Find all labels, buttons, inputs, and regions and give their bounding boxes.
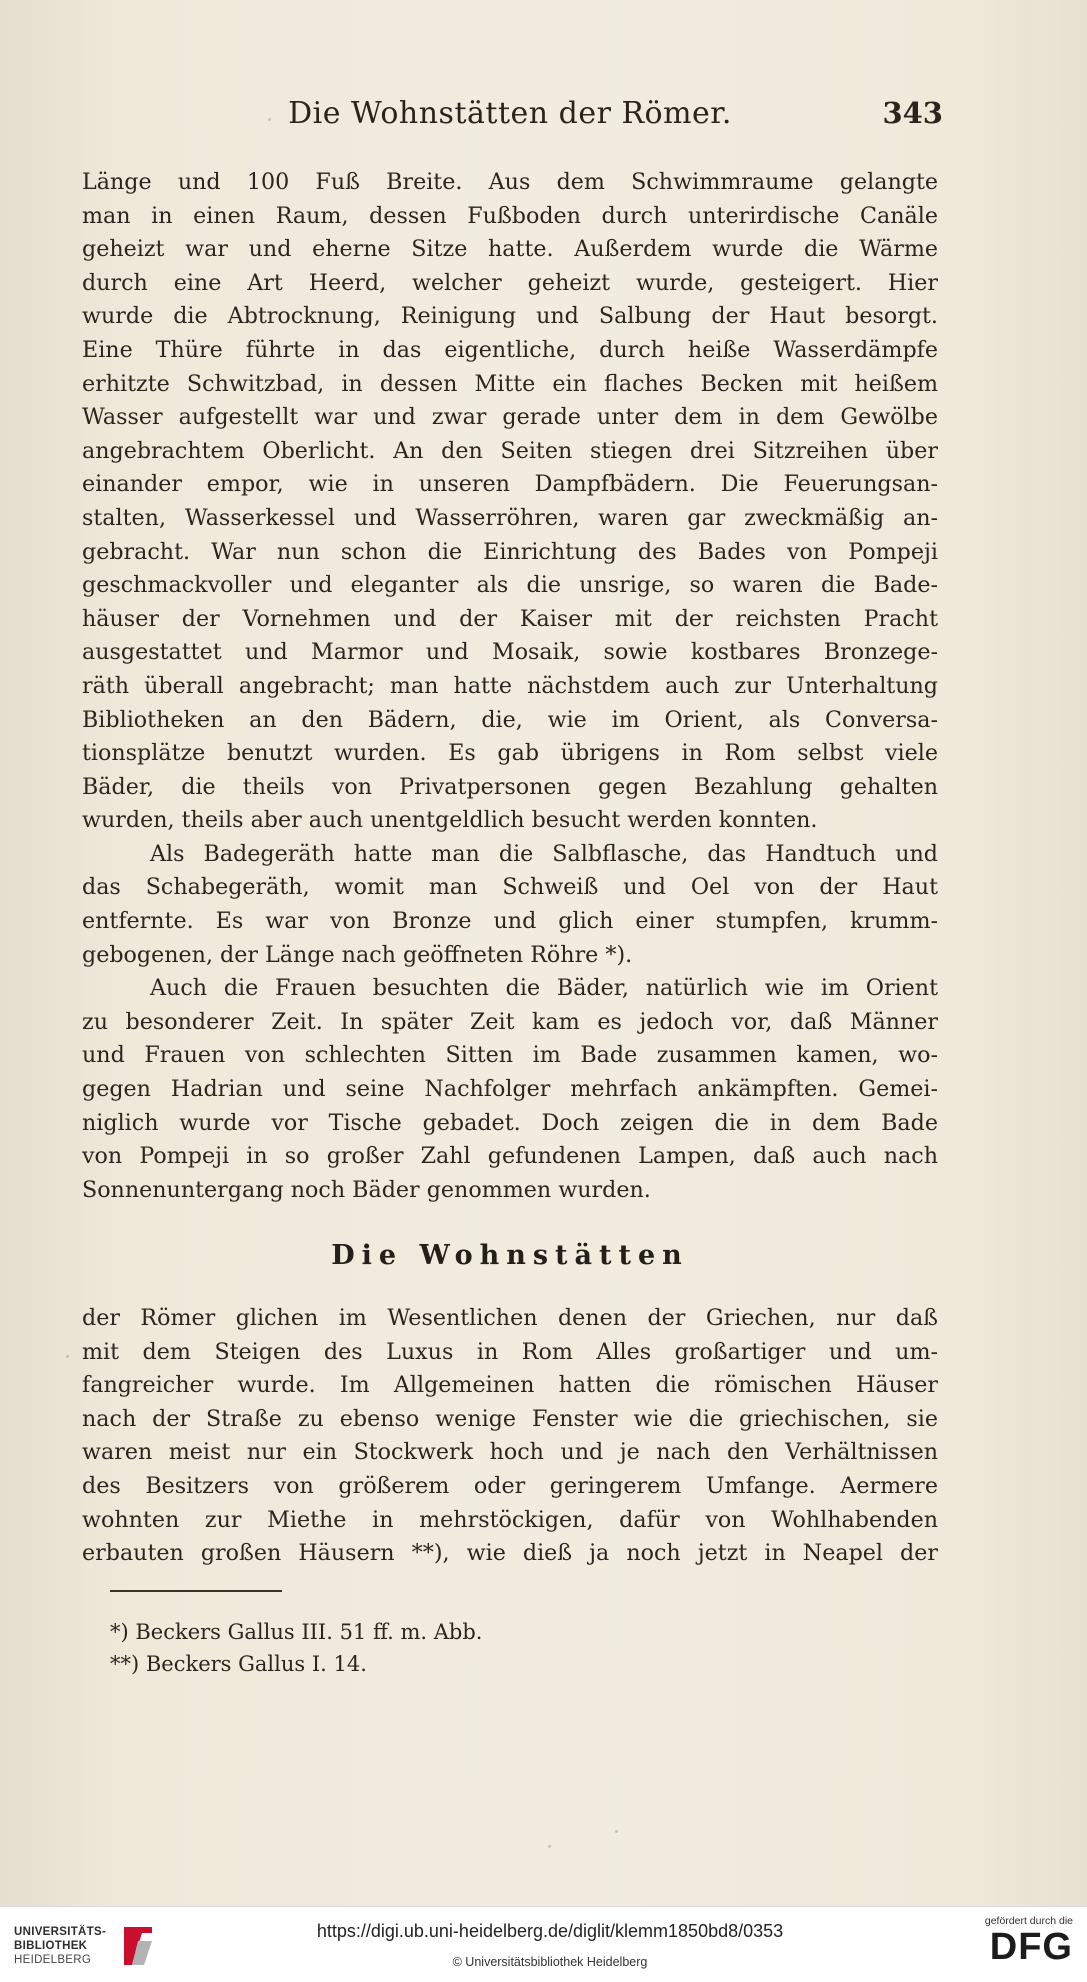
text-line: von Pompeji in so großer Zahl gefundenen Lampen, daß auch nach <box>82 1143 938 1170</box>
text-line: erhitzte Schwitzbad, in dessen Mitte ein flaches Becken mit heißem <box>82 370 938 397</box>
footnote: *) Beckers Gallus III. 51 ff. m. Abb. <box>110 1620 483 1644</box>
logo-line: UNIVERSITÄTS- <box>14 1926 107 1938</box>
text-line: und Frauen von schlechten Sitten im Bade zusammen kamen, wo- <box>82 1042 938 1069</box>
text-line: niglich wurde vor Tische gebadet. Doch zeigen die in dem Bade <box>82 1109 938 1136</box>
logo-line: HEIDELBERG <box>14 1954 92 1966</box>
text-line: waren meist nur ein Stockwerk hoch und je nach den Verhältnissen <box>82 1439 938 1466</box>
text-line: mit dem Steigen des Luxus in Rom Alles großartiger und um- <box>82 1338 938 1365</box>
body-text-section-2 <box>82 1302 938 1571</box>
text-line: geschmackvoller und eleganter als die unsrige, so waren die Bade- <box>82 572 938 599</box>
text-line: wurden, theils aber auch unentgeldlich besucht werden konnten. <box>82 807 818 834</box>
text-line: ausgestattet und Marmor und Mosaik, sowie kostbares Bronzege- <box>82 639 938 666</box>
footnote-divider <box>110 1590 282 1592</box>
text-line: Eine Thüre führte in das eigentliche, durch heiße Wasserdämpfe <box>82 336 938 363</box>
text-line: gebracht. War nun schon die Einrichtung des Bades von Pompeji <box>82 538 938 565</box>
running-head <box>80 96 943 142</box>
text-line: einander empor, wie in unseren Dampfbädern. Die Feuerungsan- <box>82 471 938 498</box>
text-line: zu besonderer Zeit. In später Zeit kam es jedoch vor, daß Männer <box>82 1008 938 1035</box>
section-heading: Die Wohnstätten <box>331 1240 689 1271</box>
text-line-paragraph-start: Als Badegeräth hatte man die Salbflasche, das Handtuch und <box>150 840 938 867</box>
viewer-footer <box>0 1906 1087 1982</box>
text-line: gebogenen, der Länge nach geöffneten Röhre *). <box>82 941 633 968</box>
dfg-funding-logo[interactable] <box>961 1915 1073 1975</box>
body-text-section-1 <box>82 166 938 1207</box>
dfg-logo-icon: DFG <box>989 1926 1073 1968</box>
permalink-url[interactable]: https://digi.ub.uni-heidelberg.de/diglit/klemm1850bd8/0353 <box>316 1921 784 1941</box>
text-line: Wasser aufgestellt war und zwar gerade unter dem in dem Gewölbe <box>82 404 938 431</box>
running-title: Die Wohnstätten der Römer. <box>288 96 732 131</box>
text-line: durch eine Art Heerd, welcher geheizt wurde, gesteigert. Hier <box>82 269 938 296</box>
footnote: **) Beckers Gallus I. 14. <box>110 1652 367 1676</box>
text-line: räth überall angebracht; man hatte nächstdem auch zur Unterhaltung <box>82 672 938 699</box>
text-line: das Schabegeräth, womit man Schweiß und Oel von der Haut <box>82 874 938 901</box>
text-line: Länge und 100 Fuß Breite. Aus dem Schwimmraume gelangte <box>82 169 938 195</box>
text-line: gegen Hadrian und seine Nachfolger mehrfach ankämpften. Gemei- <box>82 1076 938 1103</box>
text-line: wohnten zur Miethe in mehrstöckigen, dafür von Wohlhabenden <box>82 1506 938 1533</box>
logo-line: BIBLIOTHEK <box>14 1940 88 1952</box>
logo-wordmark <box>14 1925 106 1967</box>
ub-logo-icon <box>118 1923 158 1969</box>
text-line: des Besitzers von größerem oder geringerem Umfange. Aermere <box>82 1472 938 1499</box>
text-line: fangreicher wurde. Im Allgemeinen hatten die römischen Häuser <box>82 1372 938 1399</box>
funding-note: gefördert durch die <box>984 1915 1073 1927</box>
text-line: angebrachtem Oberlicht. An den Seiten stiegen drei Sitzreihen über <box>82 437 938 464</box>
text-line: entfernte. Es war von Bronze und glich einer stumpfen, krumm- <box>82 908 938 935</box>
page-number: 343 <box>882 96 943 130</box>
text-line: tionsplätze benutzt wurden. Es gab übrigens in Rom selbst viele <box>82 740 938 767</box>
copyright-notice: © Universitätsbibliothek Heidelberg <box>452 1955 648 1969</box>
text-line: Bäder, die theils von Privatpersonen gegen Bezahlung gehalten <box>82 773 938 800</box>
footnotes <box>110 1616 810 1680</box>
text-line: wurde die Abtrocknung, Reinigung und Salbung der Haut besorgt. <box>82 303 938 330</box>
text-line: häuser der Vornehmen und der Kaiser mit der reichsten Pracht <box>82 605 938 632</box>
text-line: man in einen Raum, dessen Fußboden durch unterirdische Canäle <box>82 202 938 229</box>
text-line: der Römer glichen im Wesentlichen denen der Griechen, nur daß <box>82 1305 938 1331</box>
university-library-logo[interactable] <box>14 1923 154 1969</box>
text-line: Bibliotheken an den Bädern, die, wie im Orient, als Conversa- <box>82 706 938 733</box>
text-line: nach der Straße zu ebenso wenige Fenster wie die griechischen, sie <box>82 1405 938 1432</box>
text-line: stalten, Wasserkessel und Wasserröhren, waren gar zweckmäßig an- <box>82 504 938 531</box>
text-line-paragraph-start: Auch die Frauen besuchten die Bäder, natürlich wie im Orient <box>150 975 938 1002</box>
text-line: erbauten großen Häusern **), wie dieß ja noch jetzt in Neapel der <box>82 1540 938 1567</box>
text-line: geheizt war und eherne Sitze hatte. Außerdem wurde die Wärme <box>82 236 938 263</box>
text-line: Sonnenuntergang noch Bäder genommen wurden. <box>82 1176 651 1203</box>
